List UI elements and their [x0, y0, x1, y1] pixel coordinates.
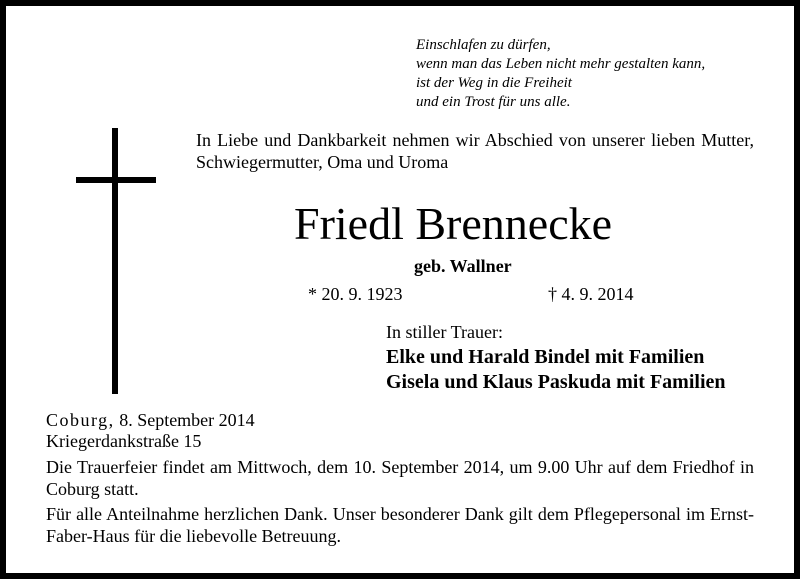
- mourner-list: [386, 345, 726, 395]
- poem-line: ist der Weg in die Freiheit: [416, 75, 572, 91]
- deceased-name: Friedl Brennecke: [294, 198, 613, 249]
- intro-text: In Liebe und Dankbarkeit nehmen wir Abschied von unserer lieben Mutter, Schwiegermutter, Oma und Uroma: [196, 130, 754, 172]
- mourner-family: Gisela und Klaus Paskuda mit Familien: [386, 371, 726, 393]
- mourner-family: Elke und Harald Bindel mit Familien: [386, 346, 705, 368]
- cross-icon-beam: [76, 177, 156, 183]
- place-date: [46, 410, 255, 431]
- poem-line: Einschlafen zu dürfen,: [416, 37, 551, 53]
- poem: [416, 36, 705, 112]
- birth-date: * 20. 9. 1923: [308, 284, 403, 304]
- date: 8. September 2014: [119, 410, 255, 430]
- maiden-name: geb. Wallner: [414, 256, 512, 276]
- cross-icon: [112, 128, 118, 394]
- city: Coburg,: [46, 410, 115, 430]
- death-date: † 4. 9. 2014: [548, 284, 634, 304]
- address: Kriegerdankstraße 15: [46, 431, 202, 451]
- poem-line: und ein Trost für uns alle.: [416, 94, 571, 110]
- mourning-heading: In stiller Trauer:: [386, 322, 503, 342]
- thanks-text: Für alle Anteilnahme herzlichen Dank. Unser besonderer Dank gilt dem Pflegepersonal im Ernst-Faber-Haus für die liebevolle Betreuung.: [46, 504, 754, 546]
- funeral-notice: Die Trauerfeier findet am Mittwoch, dem 10. September 2014, um 9.00 Uhr auf dem Friedhof in Coburg statt.: [46, 457, 754, 499]
- poem-line: wenn man das Leben nicht mehr gestalten kann,: [416, 56, 706, 72]
